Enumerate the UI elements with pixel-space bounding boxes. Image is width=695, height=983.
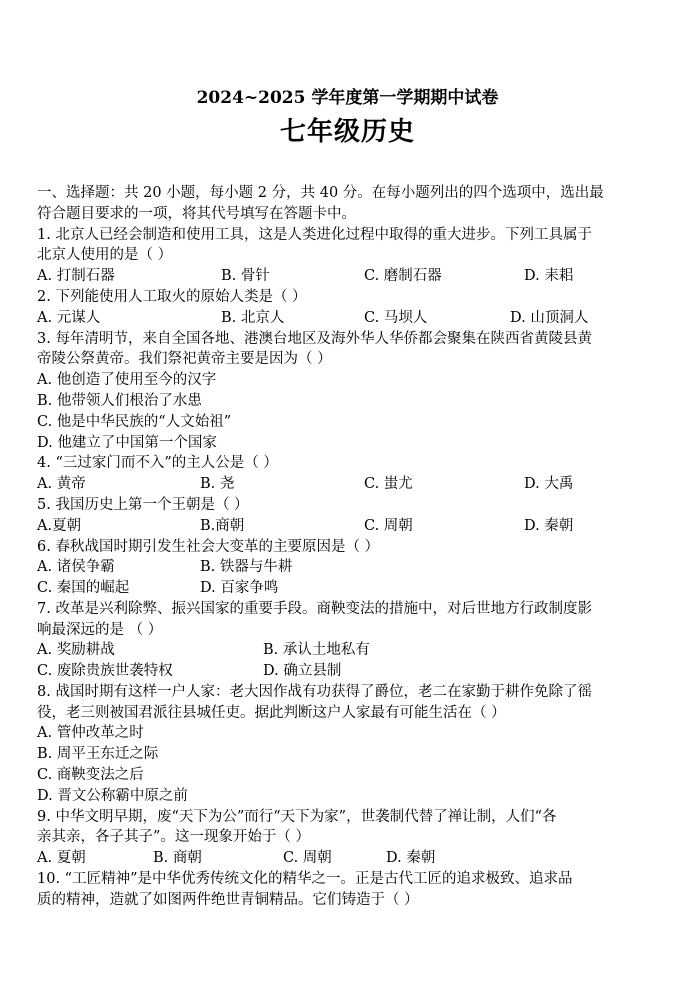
q3-option-c: C. 他是中华民族的“人文始祖” bbox=[37, 414, 232, 430]
q2-option-d: D. 山顶洞人 bbox=[510, 310, 589, 326]
q6-option-b: B. 铁器与牛耕 bbox=[200, 559, 293, 575]
q10-stem-line2: 质的精神，造就了如图两件绝世青铜精品。它们铸造于（ ） bbox=[37, 892, 419, 908]
q8-stem-line1: 8. 战国时期有这样一户人家：老大因作战有功获得了爵位，老二在家勤于耕作免除了徭 bbox=[37, 684, 592, 700]
q8-stem-line2: 役，老三则被国君派往县城任吏。据此判断这户人家最有可能生活在（ ） bbox=[37, 705, 506, 721]
q6-stem-line1: 6. 春秋战国时期引发生社会大变革的主要原因是（ ） bbox=[37, 539, 380, 555]
q5-option-d: D. 秦朝 bbox=[524, 518, 574, 534]
section-instructions-line2: 符合题目要求的一项，将其代号填写在答题卡中。 bbox=[37, 206, 356, 222]
q9-option-b: B. 商朝 bbox=[153, 850, 202, 866]
section-instructions-line1: 一、选择题：共 20 小题，每小题 2 分，共 40 分。在每小题列出的四个选项中，选出最 bbox=[37, 185, 604, 201]
q10-stem-line1: 10. “工匠精神”是中华优秀传统文化的精华之一。正是古代工匠的追求极致、追求品 bbox=[37, 871, 573, 887]
q8-option-a: A. 管仲改革之时 bbox=[37, 725, 144, 741]
q9-option-d: D. 秦朝 bbox=[386, 850, 436, 866]
q2-option-c: C. 马坝人 bbox=[364, 310, 428, 326]
q3-option-b: B. 他带领人们根治了水患 bbox=[37, 393, 202, 409]
q1-option-a: A. 打制石器 bbox=[37, 268, 115, 284]
q4-option-b: B. 尧 bbox=[200, 476, 235, 492]
q2-stem-line1: 2. 下列能使用人工取火的原始人类是（ ） bbox=[37, 289, 307, 305]
q5-option-b: B.商朝 bbox=[200, 518, 245, 534]
q3-option-d: D. 他建立了中国第一个国家 bbox=[37, 435, 217, 451]
q2-option-b: B. 北京人 bbox=[221, 310, 285, 326]
q9-option-c: C. 周朝 bbox=[283, 850, 332, 866]
q9-stem-line1: 9. 中华文明早期，废“天下为公”而行“天下为家”，世袭制代替了禅让制，人们“各 bbox=[37, 809, 557, 825]
q2-option-a: A. 元谋人 bbox=[37, 310, 101, 326]
q1-option-c: C. 磨制石器 bbox=[364, 268, 442, 284]
q8-option-d: D. 晋文公称霸中原之前 bbox=[37, 788, 188, 804]
q9-option-a: A. 夏朝 bbox=[37, 850, 86, 866]
exam-subtitle: 2024~2025 学年度第一学期期中试卷 bbox=[196, 88, 499, 108]
q7-option-c: C. 废除贵族世袭特权 bbox=[37, 663, 173, 679]
exam-title: 七年级历史 bbox=[279, 117, 415, 147]
q8-option-c: C. 商鞅变法之后 bbox=[37, 767, 144, 783]
q6-option-d: D. 百家争鸣 bbox=[200, 580, 279, 596]
q1-stem-line1: 1. 北京人已经会制造和使用工具，这是人类进化过程中取得的重大进步。下列工具属于 bbox=[37, 227, 592, 243]
q7-option-b: B. 承认土地私有 bbox=[263, 642, 370, 658]
q5-option-a: A.夏朝 bbox=[37, 518, 82, 534]
q6-option-c: C. 秦国的崛起 bbox=[37, 580, 130, 596]
q1-option-d: D. 耒耜 bbox=[524, 268, 574, 284]
q6-option-a: A. 诸侯争霸 bbox=[37, 559, 115, 575]
q7-stem-line2: 响最深远的是 （ ） bbox=[37, 622, 163, 638]
q4-option-c: C. 蚩尤 bbox=[364, 476, 413, 492]
q1-option-b: B. 骨针 bbox=[221, 268, 270, 284]
q7-stem-line1: 7. 改革是兴利除弊、振兴国家的重要手段。商鞅变法的措施中，对后世地方行政制度影 bbox=[37, 601, 592, 617]
q9-stem-line2: 亲其亲，各子其子”。这一现象开始于（ ） bbox=[37, 829, 311, 845]
q3-stem-line2: 帝陵公祭黄帝。我们祭祀黄帝主要是因为（ ） bbox=[37, 351, 332, 367]
q1-stem-line2: 北京人使用的是（ ） bbox=[37, 247, 173, 263]
q3-option-a: A. 他创造了使用至今的汉字 bbox=[37, 372, 217, 388]
q7-option-a: A. 奖励耕战 bbox=[37, 642, 115, 658]
q7-option-d: D. 确立县制 bbox=[263, 663, 342, 679]
q5-option-c: C. 周朝 bbox=[364, 518, 413, 534]
q3-stem-line1: 3. 每年清明节，来自全国各地、港澳台地区及海外华人华侨都会聚集在陕西省黄陵县黄 bbox=[37, 331, 592, 347]
q5-stem-line1: 5. 我国历史上第一个王朝是（ ） bbox=[37, 497, 249, 513]
q4-option-a: A. 黄帝 bbox=[37, 476, 86, 492]
q8-option-b: B. 周平王东迁之际 bbox=[37, 746, 159, 762]
q4-stem-line1: 4. “三过家门而不入”的主人公是（ ） bbox=[37, 455, 278, 471]
q4-option-d: D. 大禹 bbox=[524, 476, 574, 492]
